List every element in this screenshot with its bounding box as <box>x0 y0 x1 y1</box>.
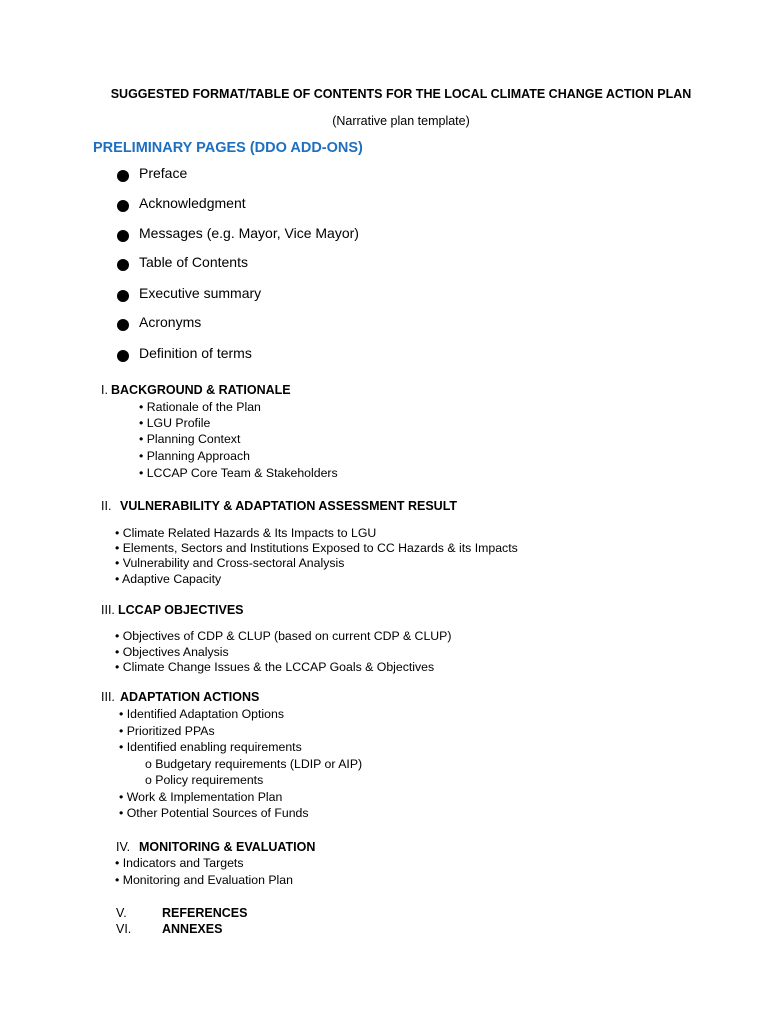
section-title: VULNERABILITY & ADAPTATION ASSESSMENT RESULT <box>120 499 458 513</box>
section-number: III. <box>101 690 115 704</box>
section-number: IV. <box>116 840 131 854</box>
list-item-text: Executive summary <box>139 285 262 301</box>
section-item: • Prioritized PPAs <box>119 724 215 738</box>
list-item-text: Messages (e.g. Mayor, Vice Mayor) <box>139 225 359 241</box>
section-title: BACKGROUND & RATIONALE <box>111 383 291 397</box>
list-item-text: Acronyms <box>139 314 202 330</box>
section-item: • Objectives of CDP & CLUP (based on current CDP & CLUP) <box>115 629 452 643</box>
section-item: • Climate Change Issues & the LCCAP Goals & Objectives <box>115 660 435 674</box>
section-item: • Elements, Sectors and Institutions Exposed to CC Hazards & its Impacts <box>115 541 518 555</box>
bullet-icon <box>117 230 129 242</box>
section-subitem: o Policy requirements <box>145 773 264 787</box>
section-item: • Climate Related Hazards & Its Impacts to LGU <box>115 526 377 540</box>
document-subtitle: (Narrative plan template) <box>332 114 470 128</box>
section-item: • Objectives Analysis <box>115 645 229 659</box>
section-item: • Other Potential Sources of Funds <box>119 806 309 820</box>
section-subitem: o Budgetary requirements (LDIP or AIP) <box>145 757 363 771</box>
section-number: I. <box>101 383 108 397</box>
section-item: • Work & Implementation Plan <box>119 790 283 804</box>
bullet-icon <box>117 319 129 331</box>
list-item-text: Definition of terms <box>139 345 252 361</box>
section-title: ADAPTATION ACTIONS <box>120 690 260 704</box>
section-title: ANNEXES <box>162 922 223 936</box>
bullet-icon <box>117 350 129 362</box>
section-item: • Rationale of the Plan <box>139 400 261 414</box>
section-item: • LCCAP Core Team & Stakeholders <box>139 466 338 480</box>
section-item: • Indicators and Targets <box>115 856 244 870</box>
preliminary-heading: PRELIMINARY PAGES (DDO ADD-ONS) <box>93 140 363 156</box>
bullet-icon <box>117 259 129 271</box>
section-title: LCCAP OBJECTIVES <box>118 603 244 617</box>
section-title: MONITORING & EVALUATION <box>139 840 316 854</box>
section-number: III. <box>101 603 115 617</box>
section-item: • Vulnerability and Cross-sectoral Analysis <box>115 556 345 570</box>
section-item: • Planning Approach <box>139 449 250 463</box>
list-item-text: Table of Contents <box>139 254 248 270</box>
section-item: • Identified Adaptation Options <box>119 707 284 721</box>
section-item: • Planning Context <box>139 432 241 446</box>
section-number: VI. <box>116 922 132 936</box>
section-title: REFERENCES <box>162 906 248 920</box>
bullet-icon <box>117 200 129 212</box>
list-item-text: Preface <box>139 165 188 181</box>
section-item: • LGU Profile <box>139 416 211 430</box>
bullet-icon <box>117 290 129 302</box>
document-title: SUGGESTED FORMAT/TABLE OF CONTENTS FOR THE LOCAL CLIMATE CHANGE ACTION PLAN <box>110 87 692 101</box>
bullet-icon <box>117 170 129 182</box>
section-item: • Monitoring and Evaluation Plan <box>115 873 293 887</box>
section-number: II. <box>101 499 112 513</box>
section-item: • Identified enabling requirements <box>119 740 302 754</box>
list-item-text: Acknowledgment <box>139 195 246 211</box>
section-item: • Adaptive Capacity <box>115 572 222 586</box>
section-number: V. <box>116 906 127 920</box>
